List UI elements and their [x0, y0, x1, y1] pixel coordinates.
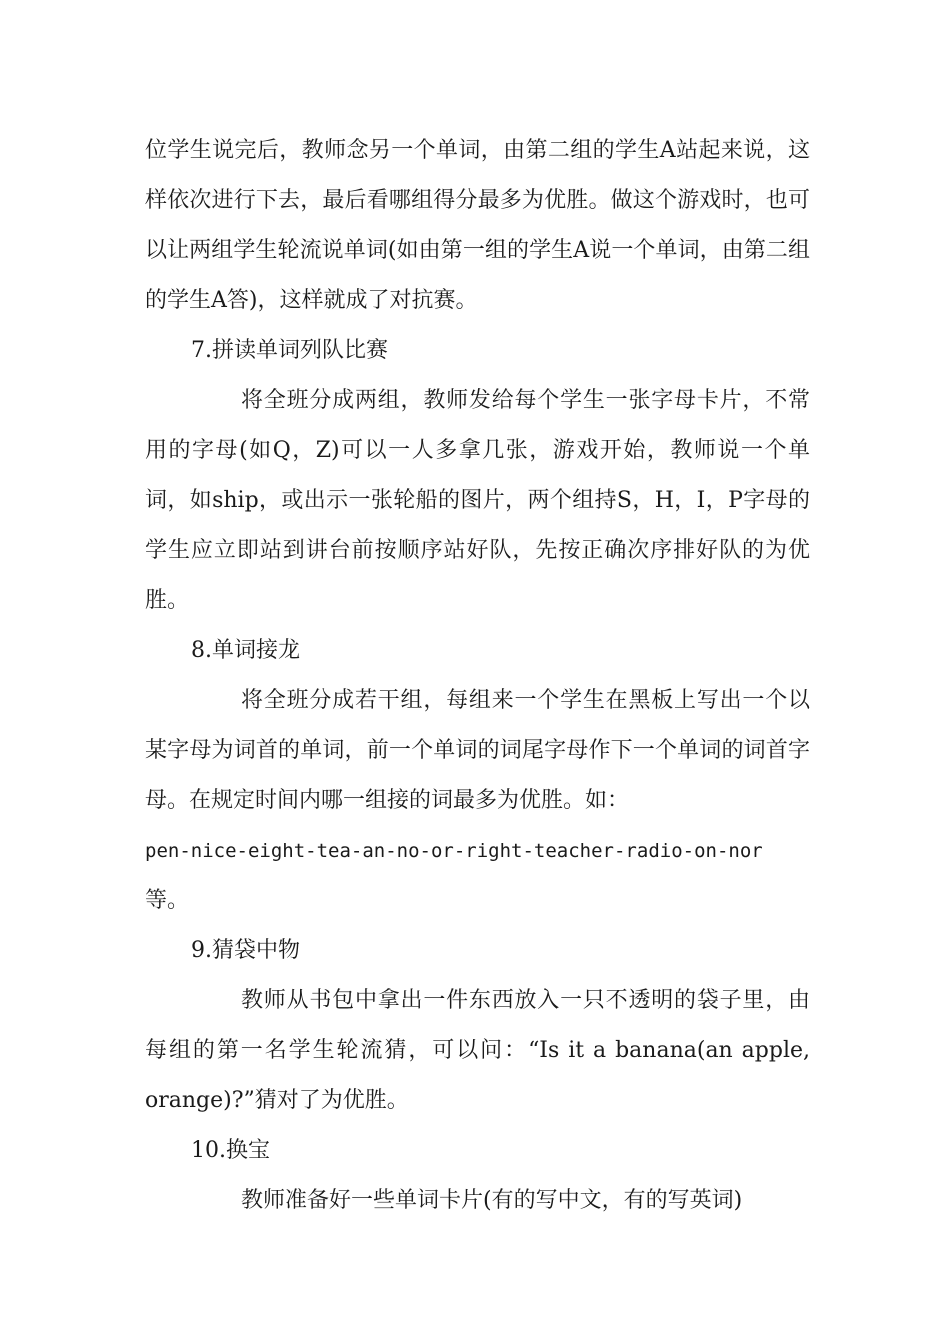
paragraph-section-8-end: 等。	[145, 888, 190, 913]
paragraph-intro-continued: 位学生说完后，教师念另一个单词，由第二组的学生A站起来说，这样依次进行下去，最后看哪组得分最多为优胜。做这个游戏时，也可以让两组学生轮流说单词(如由第一组的学生A说一个单词，由第二组的学生A答)，这样就成了对抗赛。	[145, 138, 810, 313]
paragraph-section-9: 教师从书包中拿出一件东西放入一只不透明的袋子里，由每组的第一名学生轮流猜，可以问：“Is it a banana(an apple, orange)?”猜对了为优胜。	[145, 988, 810, 1113]
document-body	[145, 126, 810, 1226]
word-chain-example: pen-nice-eight-tea-an-no-or-right-teacher-radio-on-nor	[145, 840, 763, 862]
paragraph-section-8: 将全班分成若干组，每组来一个学生在黑板上写出一个以某字母为词首的单词，前一个单词的词尾字母作下一个单词的词首字母。在规定时间内哪一组接的词最多为优胜。如：	[145, 688, 810, 813]
section-heading-10: 10.换宝	[191, 1138, 270, 1163]
section-heading-8: 8.单词接龙	[191, 638, 300, 663]
section-heading-9: 9.猜袋中物	[191, 938, 300, 963]
paragraph-section-7: 将全班分成两组，教师发给每个学生一张字母卡片，不常用的字母(如Q，Z)可以一人多拿几张，游戏开始，教师说一个单词，如ship，或出示一张轮船的图片，两个组持S，H，I，P字母的学生应立即站到讲台前按顺序站好队，先按正确次序排好队的为优胜。	[145, 388, 810, 613]
section-heading-7: 7.拼读单词列队比赛	[191, 338, 388, 363]
paragraph-section-10: 教师准备好一些单词卡片(有的写中文，有的写英词)	[241, 1188, 743, 1213]
